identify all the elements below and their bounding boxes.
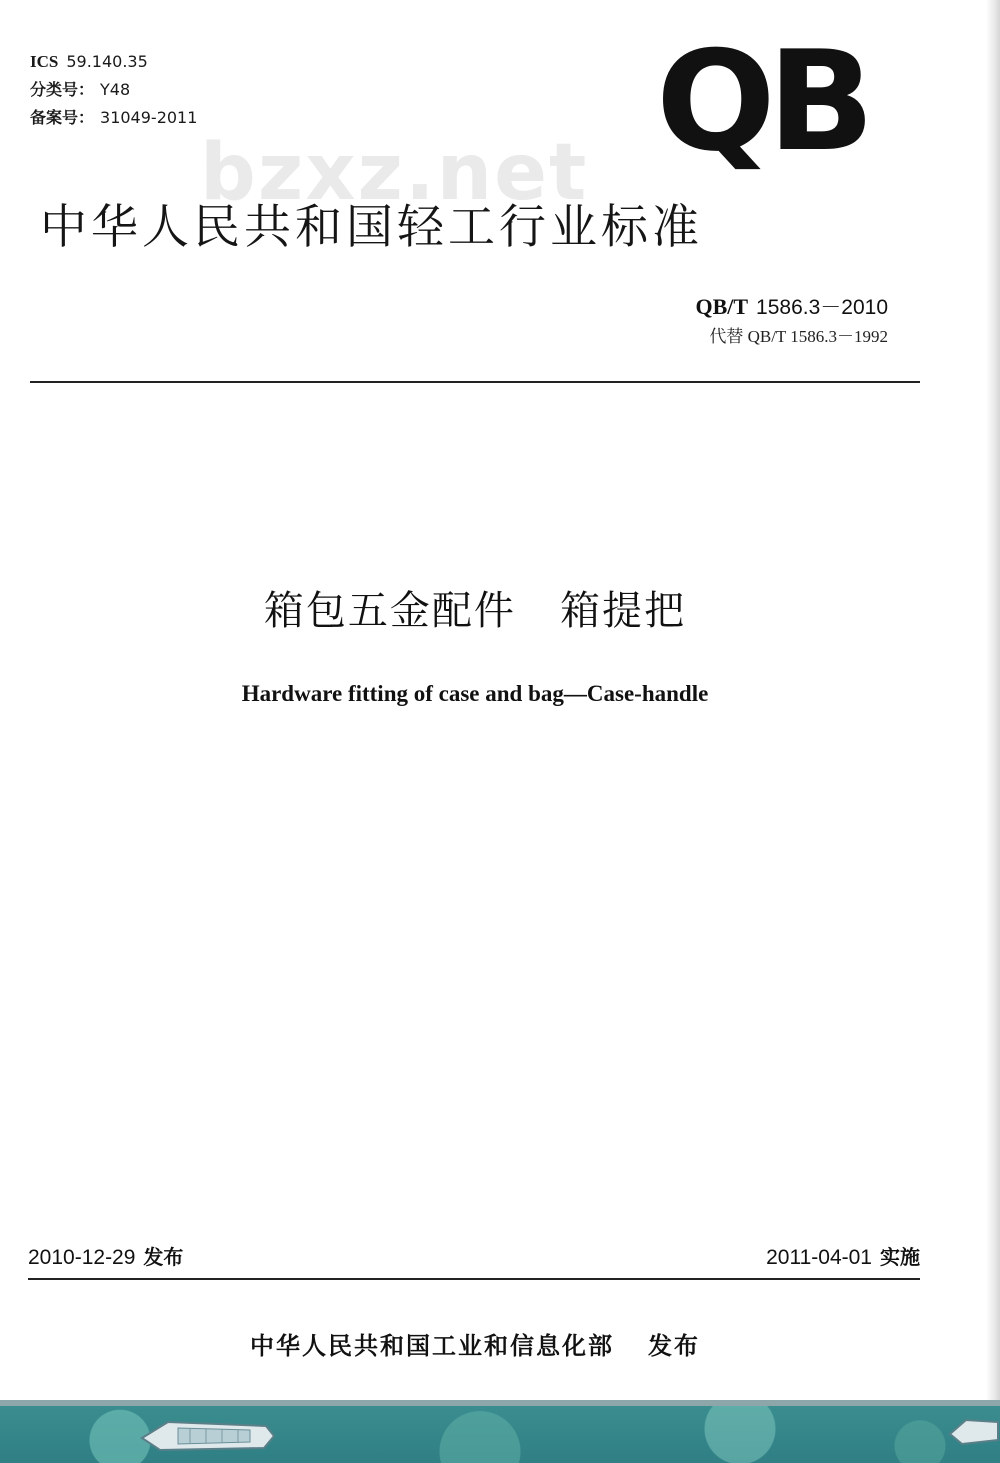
record-number-label: 备案号： — [30, 108, 95, 127]
publisher-line — [0, 1326, 950, 1366]
issue-date: 2010-12-29 — [28, 1246, 136, 1269]
issue-date-group — [28, 1240, 183, 1275]
page-edge-shadow — [986, 0, 1000, 1400]
publisher-name: 中华人民共和国工业和信息化部 — [250, 1332, 614, 1360]
class-number-value: Y48 — [100, 80, 131, 99]
bottom-divider — [28, 1278, 920, 1280]
record-number-value: 31049-2011 — [100, 108, 198, 127]
dates-row — [28, 1240, 920, 1274]
record-number-row — [30, 104, 197, 132]
implement-date: 2011-04-01 — [766, 1246, 872, 1269]
publisher-action: 发布 — [648, 1332, 700, 1360]
boat-icon — [948, 1410, 1000, 1450]
issue-tag: 发布 — [143, 1245, 184, 1269]
document-title-english: Hardware fitting of case and bag—Case-handle — [241, 681, 709, 706]
boat-icon — [138, 1412, 278, 1458]
top-divider — [30, 381, 920, 383]
standard-code — [695, 292, 888, 323]
ics-label: ICS — [30, 52, 59, 71]
ics-value: 59.140.35 — [66, 52, 148, 71]
ics-row — [30, 48, 197, 76]
class-number-row — [30, 76, 197, 104]
standard-category-title: 中华人民共和国轻工行业标准 — [40, 200, 703, 255]
class-number-label: 分类号： — [30, 80, 95, 99]
replaces-code: 代替 QB/T 1586.3－1992 — [709, 327, 888, 346]
classification-block — [30, 48, 197, 132]
implement-date-group — [766, 1240, 920, 1275]
watermark-text: bzxz.net — [200, 128, 589, 218]
implement-tag: 实施 — [880, 1245, 920, 1269]
standard-code-block — [695, 292, 888, 349]
standard-code-prefix: QB/T — [695, 294, 749, 319]
background-strip — [0, 1400, 1000, 1463]
document-title-chinese: 箱包五金配件 箱提把 — [263, 588, 687, 634]
qb-logo: QB — [656, 21, 867, 182]
standard-code-number: 1586.3－2010 — [756, 296, 888, 319]
